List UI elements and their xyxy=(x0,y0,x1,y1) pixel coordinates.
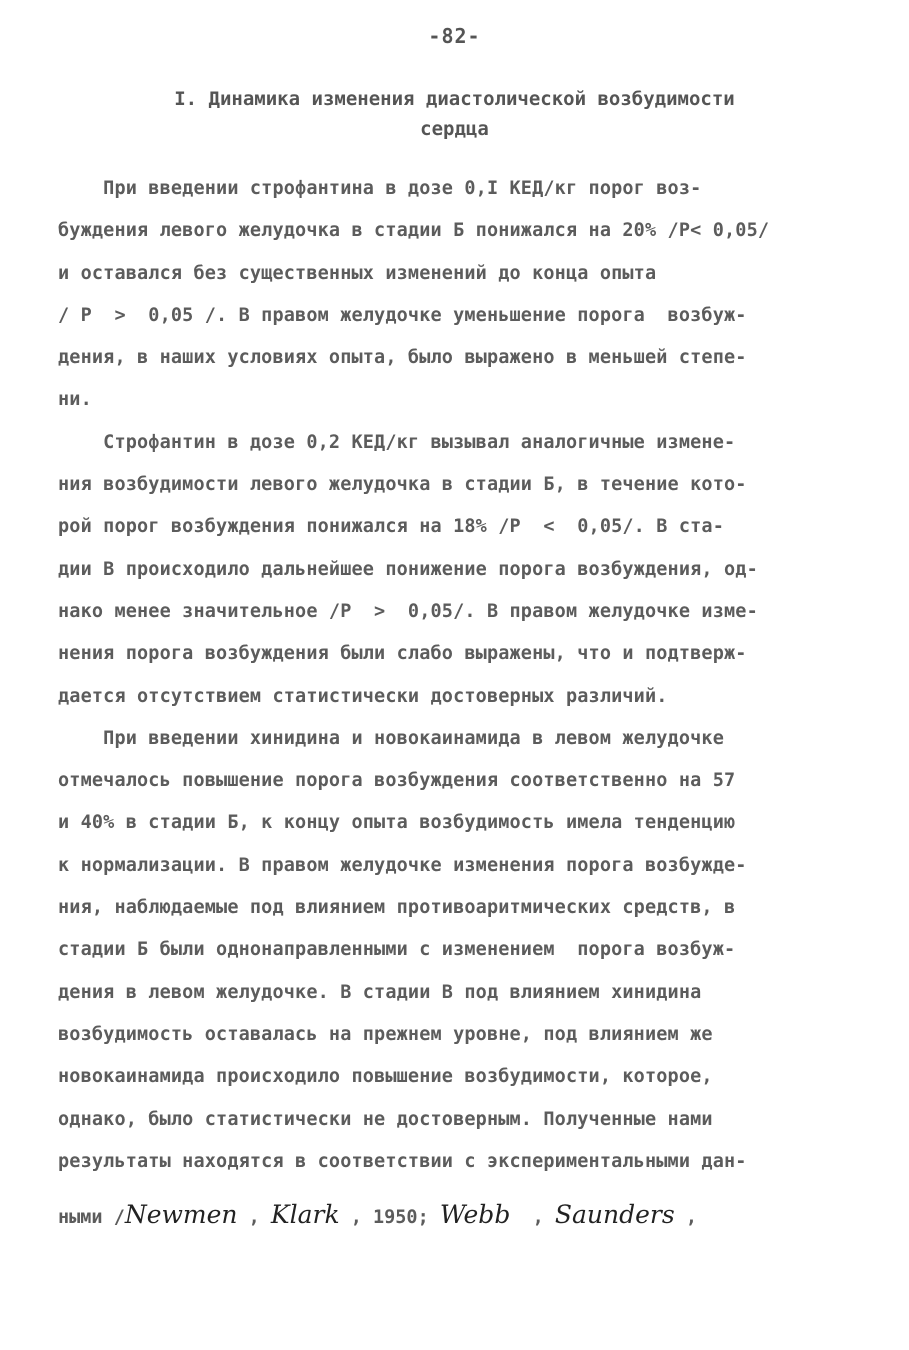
citation-line xyxy=(58,1200,697,1229)
text-line: отмечалось повышение порога возбуждения соответственно на 57 xyxy=(58,770,736,792)
handwritten-name-saunders: Saunders xyxy=(554,1200,675,1229)
text-line: нако менее значительное /Р > 0,05/. В правом желудочке изме- xyxy=(58,600,758,622)
handwritten-name-newmen: Newmen xyxy=(124,1200,238,1229)
text-line: дии В происходило дальнейшее понижение порога возбуждения, од- xyxy=(58,558,758,580)
text-line: рой порог возбуждения понижался на 18% /Р < 0,05/. В ста- xyxy=(58,516,724,538)
text-line: новокаинамида происходило повышение возбудимости, которое, xyxy=(58,1066,713,1088)
text-line: и 40% в стадии Б, к концу опыта возбудимость имела тенденцию xyxy=(58,812,736,834)
text-line: результаты находятся в соответствии с экспериментальными дан- xyxy=(58,1150,747,1172)
text-line: дения в левом желудочке. В стадии В под влиянием хинидина xyxy=(58,981,702,1003)
text-line: ния возбудимости левого желудочка в стадии Б, в течение кото- xyxy=(58,474,747,496)
text-line: буждения левого желудочка в стадии Б понижался на 20% /Р< 0,05/ xyxy=(58,220,770,242)
text-line: ни. xyxy=(58,389,92,411)
body-text xyxy=(58,178,858,1193)
citation-separator: , xyxy=(237,1207,271,1228)
section-heading-line-1: I. Динамика изменения диастолической возбудимости xyxy=(174,88,735,110)
handwritten-name-webb: Webb xyxy=(439,1200,511,1229)
text-line: нения порога возбуждения были слабо выражены, что и подтверж- xyxy=(58,643,747,665)
text-line: При введении хинидина и новокаинамида в левом желудочке xyxy=(58,727,724,749)
page-number: -82- xyxy=(428,24,481,48)
text-line: стадии Б были однонаправленными с изменением порога возбуж- xyxy=(58,939,736,961)
citation-suffix: , xyxy=(674,1207,697,1228)
text-line: Строфантин в дозе 0,2 КЕД/кг вызывал аналогичные измене- xyxy=(58,431,736,453)
text-line: к нормализации. В правом желудочке изменения порога возбужде- xyxy=(58,854,747,876)
citation-separator: , xyxy=(510,1207,555,1228)
citation-prefix: ными / xyxy=(58,1207,125,1228)
handwritten-name-klark: Klark xyxy=(270,1200,340,1229)
text-line: однако, было статистически не достоверным. Полученные нами xyxy=(58,1108,713,1130)
text-line: дается отсутствием статистически достоверных различий. xyxy=(58,685,668,707)
section-heading-line-2: сердца xyxy=(420,118,489,140)
text-line: При введении строфантина в дозе 0,I КЕД/кг порог воз- xyxy=(58,178,702,199)
text-line: дения, в наших условиях опыта, было выражено в меньшей степе- xyxy=(58,347,747,369)
citation-year: , 1950; xyxy=(339,1207,440,1228)
text-line: возбудимость оставалась на прежнем уровне, под влиянием же xyxy=(58,1023,713,1045)
text-line: ния, наблюдаемые под влиянием противоаритмических средств, в xyxy=(58,897,736,919)
text-line: и оставался без существенных изменений до конца опыта xyxy=(58,262,657,284)
text-line: / Р > 0,05 /. В правом желудочке уменьшение порога возбуж- xyxy=(58,304,747,326)
